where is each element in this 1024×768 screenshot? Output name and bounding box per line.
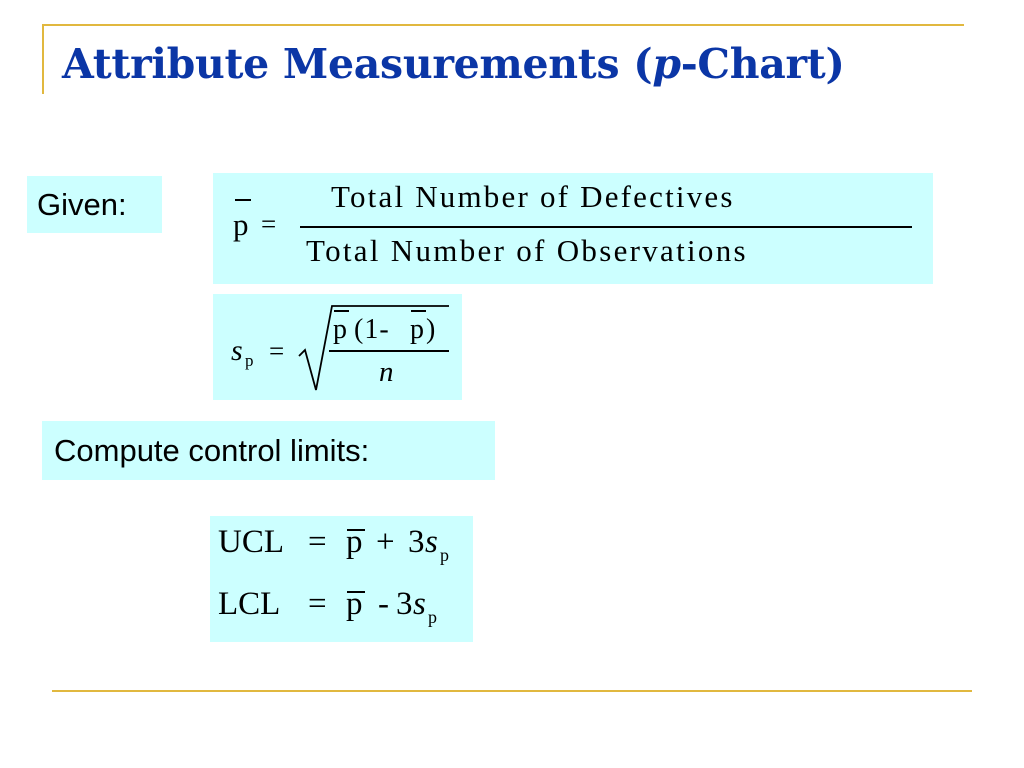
lcl-operator: - (378, 586, 389, 622)
lcl-label: LCL (218, 586, 281, 622)
compute-label: Compute control limits: (54, 433, 370, 468)
sp-formula-box (213, 294, 462, 400)
title-italic-p: p (652, 40, 681, 88)
sp-subscript: p (245, 351, 254, 370)
compute-label-box (42, 421, 495, 480)
left-accent-line (42, 24, 44, 94)
sp-s: s (231, 334, 243, 367)
pbar-overline (235, 199, 251, 201)
top-accent-line (42, 24, 964, 26)
title-main: Attribute Measurements ( (62, 40, 653, 88)
pbar-fraction-bar (300, 226, 912, 228)
sp-p1-overline (334, 310, 349, 312)
control-limits-box (210, 516, 473, 642)
given-label-box (27, 176, 162, 233)
title-end: -Chart) (680, 40, 845, 88)
lcl-p: p (346, 586, 363, 622)
pbar-denominator: Total Number of Observations (306, 233, 748, 268)
footer-accent-line (52, 690, 972, 692)
lcl-s: s (413, 586, 426, 622)
ucl-p: p (346, 524, 363, 560)
sp-num-close: ) (426, 314, 436, 345)
lcl-equals: = (308, 586, 327, 622)
pbar-formula-box (213, 173, 933, 284)
sp-num-p2: p (410, 314, 424, 345)
ucl-coefficient: 3 (408, 524, 425, 560)
sp-p2-overline (411, 310, 426, 312)
ucl-operator: + (376, 524, 395, 560)
ucl-subscript: p (440, 545, 449, 565)
lcl-coefficient: 3 (396, 586, 413, 622)
slide-title (62, 40, 845, 88)
sp-fraction-bar (329, 350, 449, 352)
ucl-equals: = (308, 524, 327, 560)
pbar-numerator: Total Number of Defectives (331, 179, 735, 214)
sp-num-mid: (1- (354, 314, 390, 345)
sp-equals: = (269, 336, 285, 366)
sp-denominator: n (379, 356, 394, 388)
ucl-s: s (425, 524, 438, 560)
given-label: Given: (37, 187, 127, 222)
ucl-label: UCL (218, 524, 284, 560)
pbar-equals: = (261, 209, 277, 239)
sp-num-p1: p (333, 314, 347, 345)
pbar-lhs: p (233, 207, 249, 242)
lcl-subscript: p (428, 607, 437, 627)
